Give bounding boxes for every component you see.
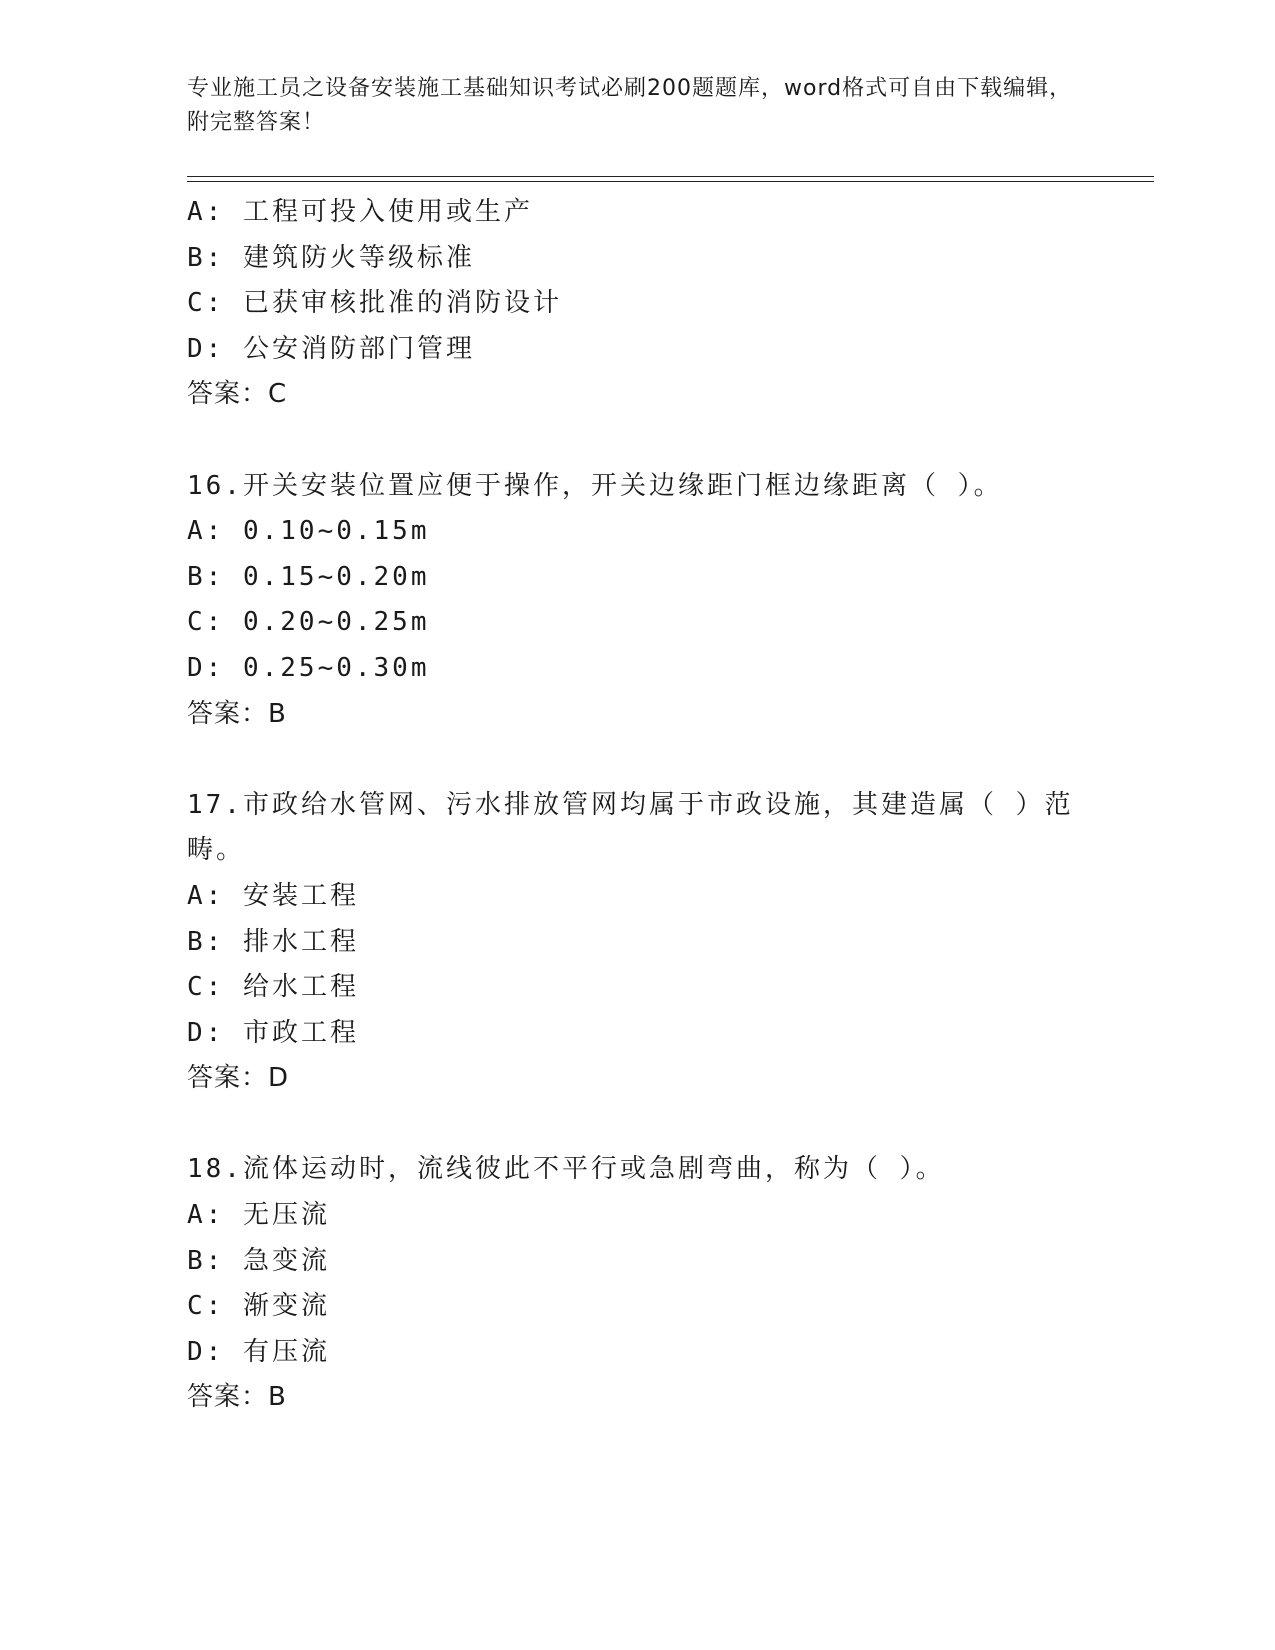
option-a: A: 工程可投入使用或生产 <box>187 197 533 227</box>
question-15-partial <box>187 190 1087 418</box>
option-c: C: 已获审核批准的消防设计 <box>187 288 562 319</box>
option-d: D: 市政工程 <box>187 1017 359 1048</box>
option-b: B: 急变流 <box>187 1245 330 1276</box>
option-b: B: 0.15~0.20m <box>187 561 430 592</box>
spacer <box>187 737 1087 783</box>
answer: 答案：D <box>187 1063 290 1094</box>
option-c: C: 0.20~0.25m <box>187 607 430 638</box>
question-text: 18.流体运动时，流线彼此不平行或急剧弯曲，称为（ ）。 <box>187 1154 945 1185</box>
option-d: D: 公安消防部门管理 <box>187 333 475 364</box>
question-text: 16.开关安装位置应便于操作，开关边缘距门框边缘距离（ ）。 <box>187 470 1003 501</box>
option-b: B: 建筑防火等级标准 <box>187 242 475 273</box>
answer: 答案：C <box>187 379 288 410</box>
spacer <box>187 418 1087 464</box>
question-17 <box>187 783 1087 1102</box>
option-d: D: 有压流 <box>187 1336 330 1367</box>
header-divider-bottom <box>187 181 1154 182</box>
option-a: A: 0.10~0.15m <box>187 516 430 547</box>
option-c: C: 给水工程 <box>187 972 359 1003</box>
option-a: A: 无压流 <box>187 1200 330 1231</box>
option-b: B: 排水工程 <box>187 926 359 957</box>
option-d: D: 0.25~0.30m <box>187 652 430 683</box>
document-title: 专业施工员之设备安装施工基础知识考试必刷200题题库，word格式可自由下载编辑，附完整答案！ <box>187 76 1073 135</box>
document-header <box>187 72 1087 140</box>
option-a: A: 安装工程 <box>187 880 359 911</box>
question-16 <box>187 464 1087 738</box>
option-c: C: 渐变流 <box>187 1291 330 1322</box>
question-18 <box>187 1147 1087 1421</box>
question-list <box>187 190 1087 1421</box>
answer: 答案：B <box>187 1382 287 1413</box>
header-divider-top <box>187 176 1154 177</box>
spacer <box>187 1102 1087 1148</box>
answer: 答案：B <box>187 698 287 729</box>
question-text: 17.市政给水管网、污水排放管网均属于市政设施，其建造属（ ）范畴。 <box>187 789 1074 866</box>
